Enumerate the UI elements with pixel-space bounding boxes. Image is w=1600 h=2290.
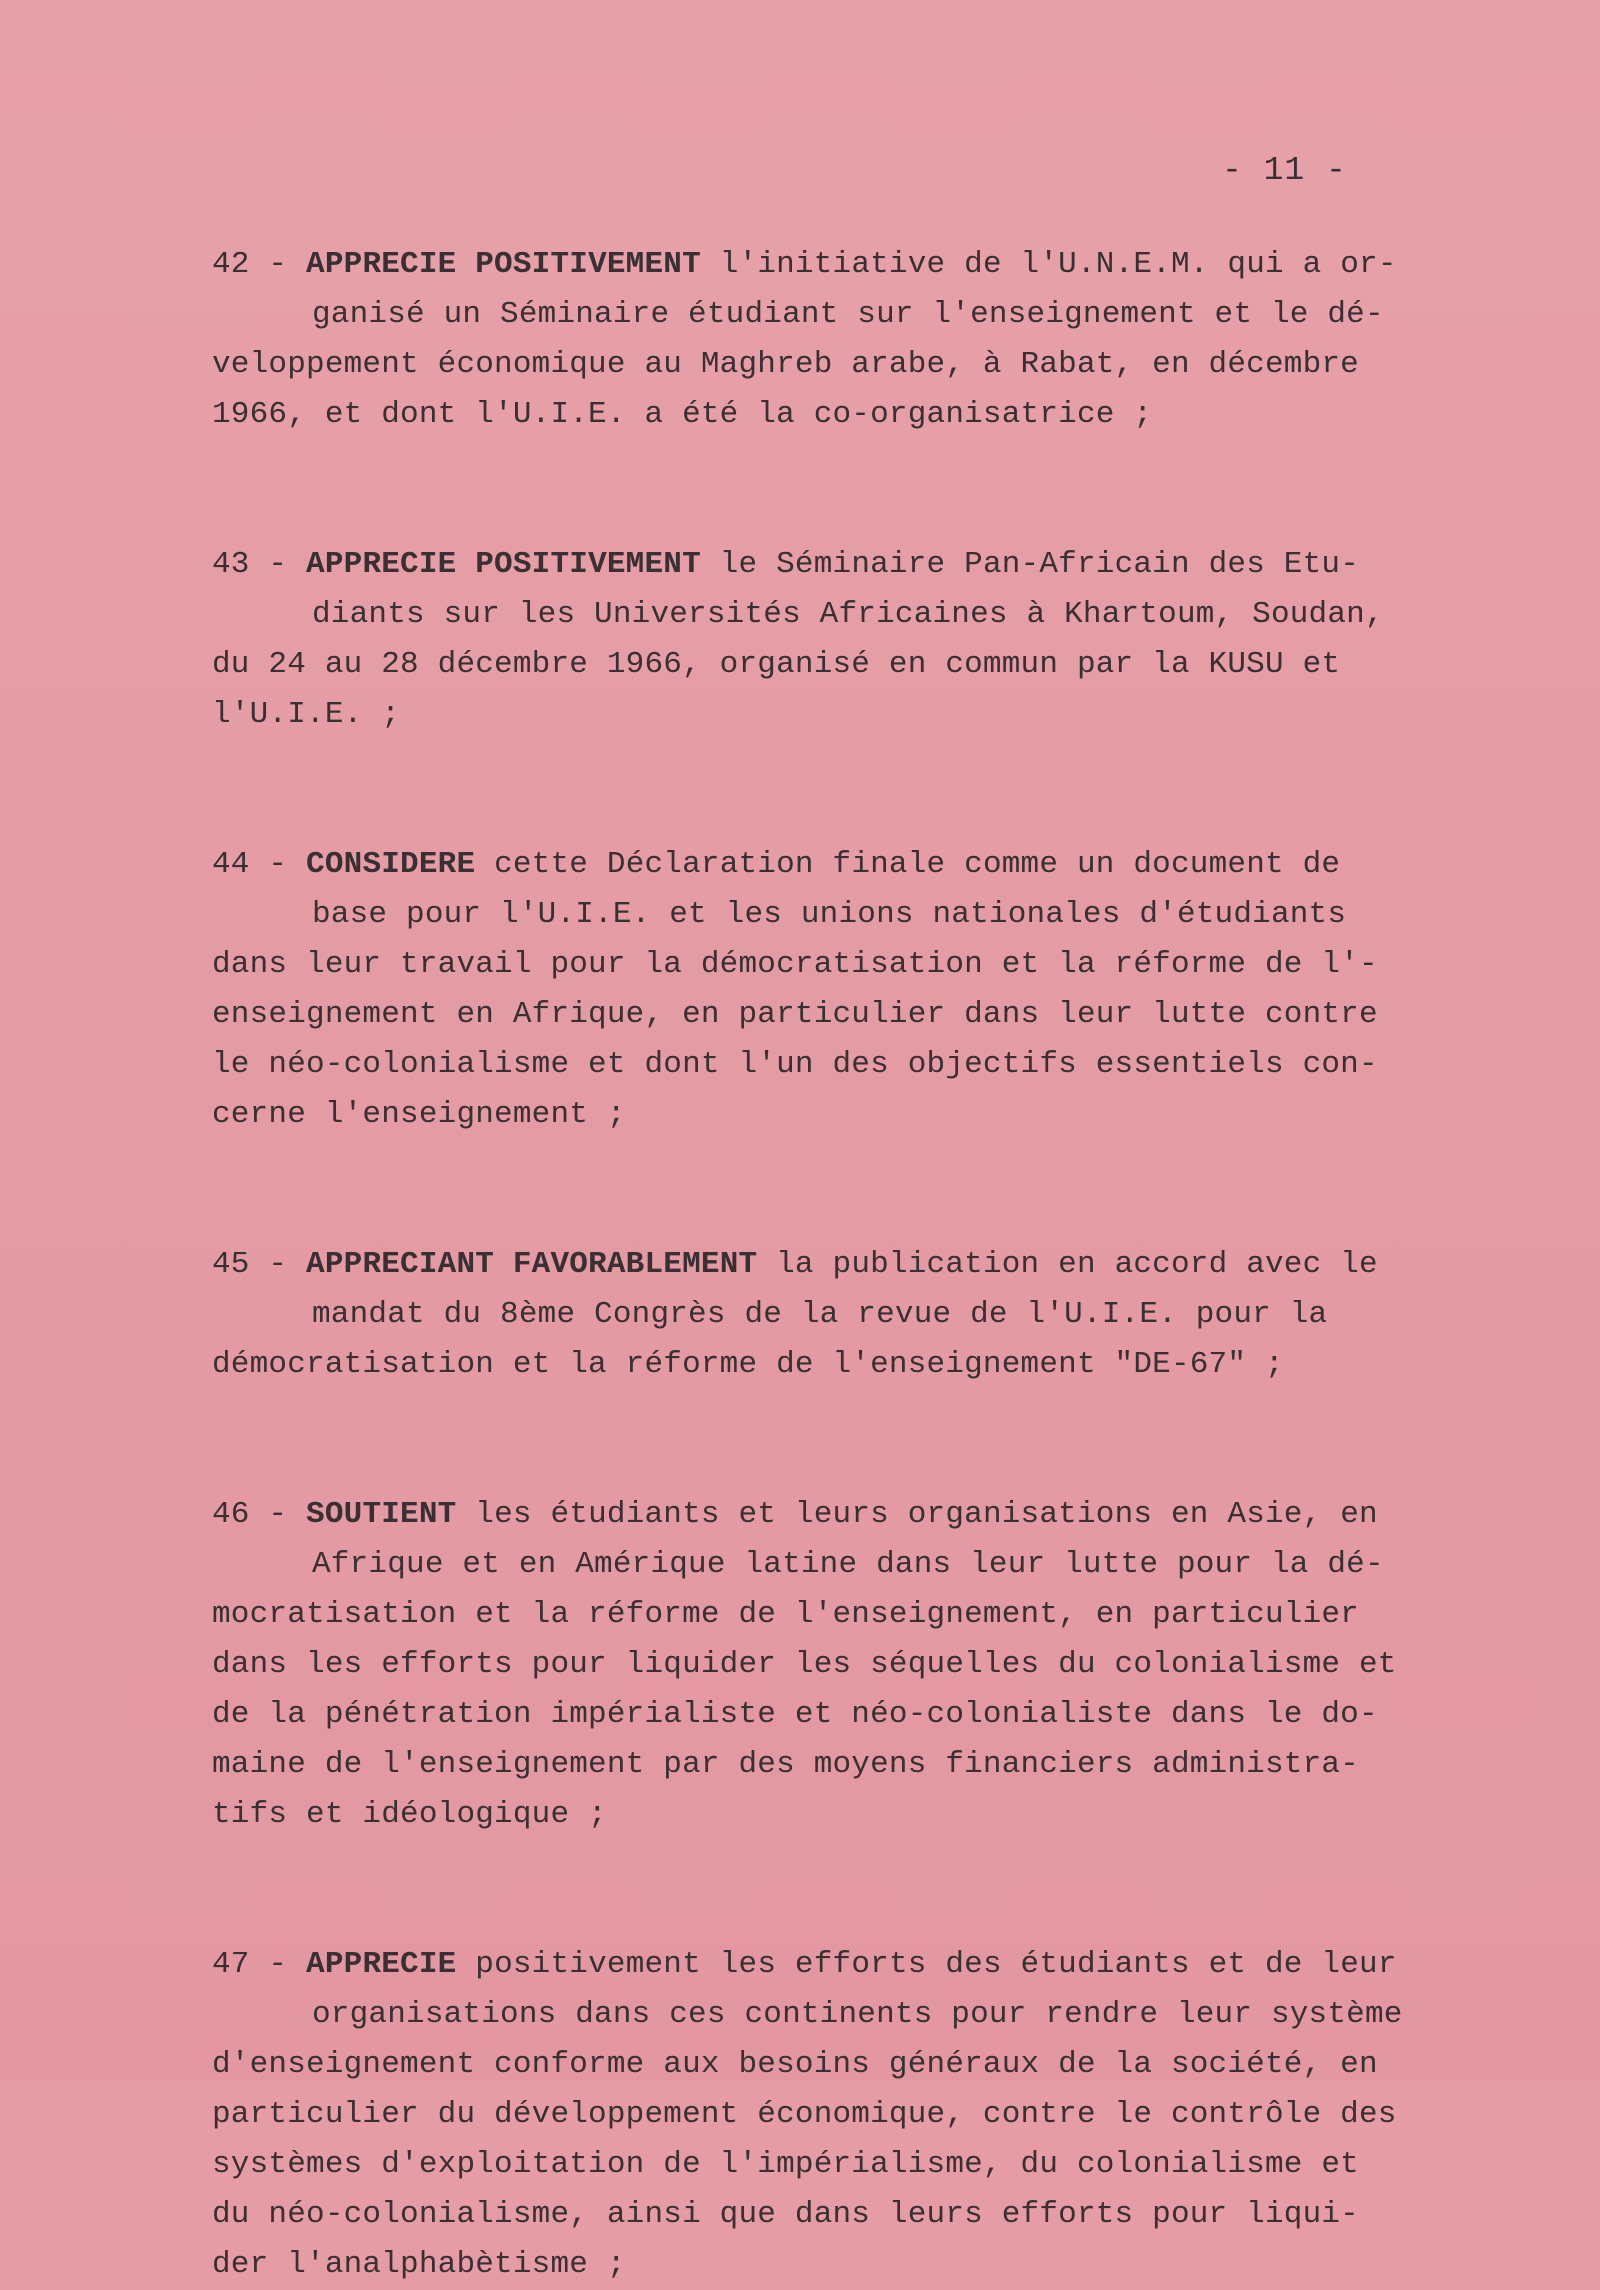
resolution-line: cerne l'enseignement ; — [212, 1097, 626, 1132]
resolution-text: l'initiative de l'U.N.E.M. qui a or- — [700, 247, 1397, 282]
resolution-number: 45 — [212, 1247, 250, 1282]
resolution-number: 47 — [212, 1947, 250, 1982]
resolution-keyword: APPRECIE — [306, 1947, 457, 1982]
resolution-line: Afrique et en Amérique latine dans leur lutte pour la dé- — [312, 1547, 1384, 1582]
resolution-line: dans les efforts pour liquider les séquelles du colonialisme et — [212, 1647, 1397, 1682]
resolution-line: du 24 au 28 décembre 1966, organisé en commun par la KUSU et — [212, 647, 1341, 682]
resolution-line: veloppement économique au Maghreb arabe, à Rabat, en décembre — [212, 347, 1359, 382]
resolution-line: dans leur travail pour la démocratisation et la réforme de l'- — [212, 947, 1378, 982]
resolution-first-line: 47 - APPRECIE positivement les efforts des étudiants et de leur — [212, 1947, 1397, 1982]
resolution-line: d'enseignement conforme aux besoins généraux de la société, en — [212, 2047, 1378, 2082]
resolution-line: particulier du développement économique, contre le contrôle des — [212, 2097, 1397, 2132]
resolution-first-line: 46 - SOUTIENT les étudiants et leurs organisations en Asie, en — [212, 1497, 1378, 1532]
resolution-line: mocratisation et la réforme de l'enseignement, en particulier — [212, 1597, 1359, 1632]
resolution-number: 46 — [212, 1497, 250, 1532]
resolution-first-line: 42 - APPRECIE POSITIVEMENT l'initiative de l'U.N.E.M. qui a or- — [212, 247, 1397, 282]
resolution-number: 44 — [212, 847, 250, 882]
resolution-line: diants sur les Universités Africaines à Khartoum, Soudan, — [312, 597, 1384, 632]
resolution-line: tifs et idéologique ; — [212, 1797, 607, 1832]
resolution-line: systèmes d'exploitation de l'impérialisme, du colonialisme et — [212, 2147, 1359, 2182]
resolution-line: démocratisation et la réforme de l'enseignement "DE-67" ; — [212, 1347, 1284, 1382]
resolution-line: du néo-colonialisme, ainsi que dans leurs efforts pour liqui- — [212, 2197, 1359, 2232]
resolution-line: der l'analphabètisme ; — [212, 2247, 626, 2282]
resolution-text: positivement les efforts des étudiants et de leur — [456, 1947, 1397, 1982]
resolution-number: 42 — [212, 247, 250, 282]
resolution-43 — [212, 540, 1512, 740]
resolution-line: mandat du 8ème Congrès de la revue de l'U.I.E. pour la — [312, 1297, 1328, 1332]
resolution-number: 43 — [212, 547, 250, 582]
resolution-line: l'U.I.E. ; — [212, 697, 401, 732]
resolution-44 — [212, 840, 1512, 1140]
resolution-line: 1966, et dont l'U.I.E. a été la co-organisatrice ; — [212, 397, 1153, 432]
resolution-keyword: SOUTIENT — [306, 1497, 457, 1532]
resolution-first-line: 43 - APPRECIE POSITIVEMENT le Séminaire Pan-Africain des Etu- — [212, 547, 1360, 582]
resolution-first-line: 45 - APPRECIANT FAVORABLEMENT la publication en accord avec le — [212, 1247, 1378, 1282]
resolution-first-line: 44 - CONSIDERE cette Déclaration finale comme un document de — [212, 847, 1341, 882]
resolution-line: ganisé un Séminaire étudiant sur l'enseignement et le dé- — [312, 297, 1384, 332]
resolution-keyword: APPRECIE POSITIVEMENT — [306, 247, 701, 282]
page-number: - 11 - — [1222, 152, 1347, 189]
resolution-47 — [212, 1940, 1512, 2290]
resolution-45 — [212, 1240, 1512, 1390]
resolution-keyword: APPRECIE POSITIVEMENT — [306, 547, 701, 582]
resolution-text: le Séminaire Pan-Africain des Etu- — [700, 547, 1360, 582]
resolution-42 — [212, 240, 1512, 440]
resolution-text: la publication en accord avec le — [757, 1247, 1378, 1282]
resolution-line: base pour l'U.I.E. et les unions nationales d'étudiants — [312, 897, 1347, 932]
resolution-line: le néo-colonialisme et dont l'un des objectifs essentiels con- — [212, 1047, 1378, 1082]
resolution-line: de la pénétration impérialiste et néo-colonialiste dans le do- — [212, 1697, 1378, 1732]
resolution-line: maine de l'enseignement par des moyens financiers administra- — [212, 1747, 1359, 1782]
resolution-46 — [212, 1490, 1512, 1840]
resolution-line: organisations dans ces continents pour rendre leur système — [312, 1997, 1403, 2032]
resolution-keyword: APPRECIANT FAVORABLEMENT — [306, 1247, 758, 1282]
resolution-text: cette Déclaration finale comme un document de — [475, 847, 1341, 882]
resolution-text: les étudiants et leurs organisations en Asie, en — [456, 1497, 1378, 1532]
resolution-keyword: CONSIDERE — [306, 847, 476, 882]
resolution-line: enseignement en Afrique, en particulier dans leur lutte contre — [212, 997, 1378, 1032]
resolution-list — [212, 240, 1512, 2290]
